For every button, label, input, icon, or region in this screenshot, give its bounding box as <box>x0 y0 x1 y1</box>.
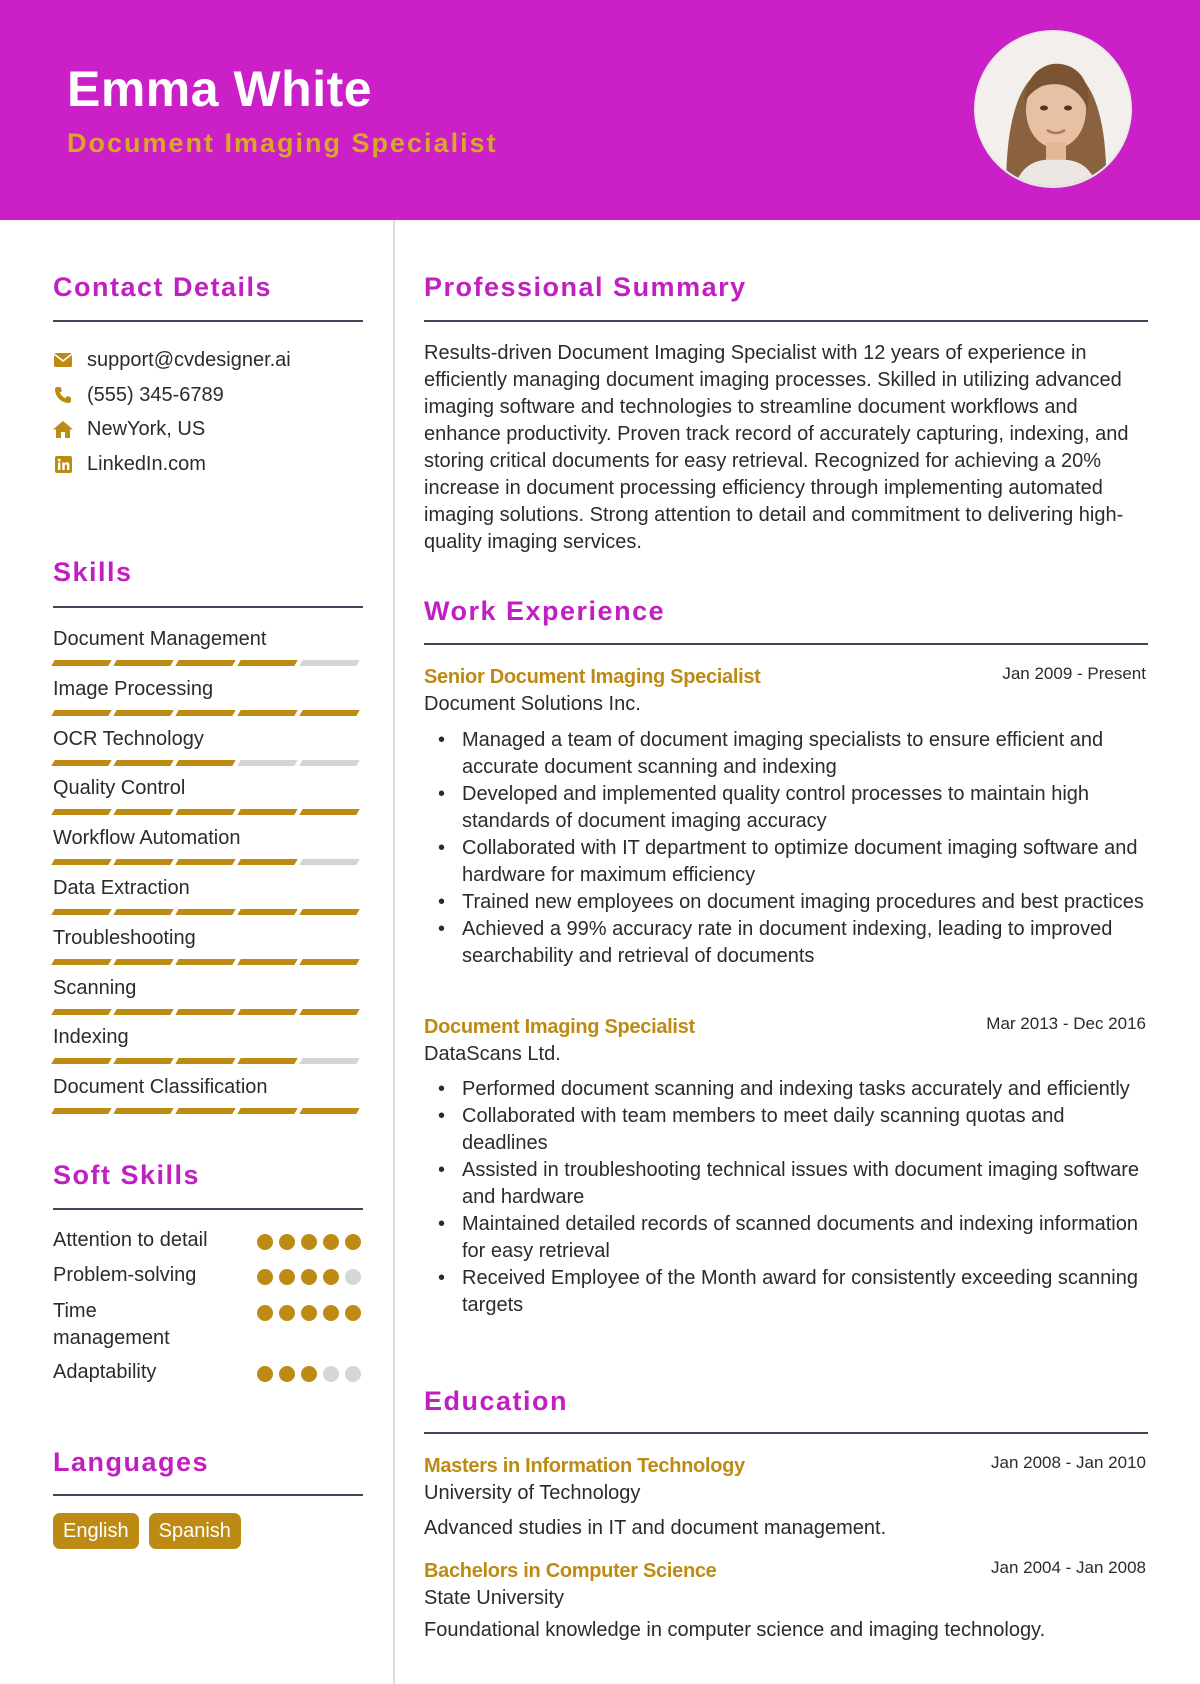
skill-level-segment <box>113 809 173 815</box>
skill-label: Troubleshooting <box>53 927 196 949</box>
degree-dates: Jan 2008 - Jan 2010 <box>990 1453 1146 1472</box>
job-bullet: • Developed and implemented quality control processes to maintain high standards of document imaging accuracy <box>424 781 1152 835</box>
soft-skill-label: Attention to detail <box>53 1229 208 1251</box>
skill-level-segment <box>299 1108 359 1114</box>
skill-level-segment <box>299 959 359 965</box>
skill-level-segment <box>113 1009 173 1015</box>
skill-level-bar <box>53 859 363 865</box>
envelope-icon <box>53 350 73 370</box>
job-bullet: • Collaborated with IT department to optimize document imaging software and hardware for maximum efficiency <box>424 835 1152 889</box>
experience-rule <box>424 643 1148 645</box>
skill-label: Quality Control <box>53 777 186 799</box>
skill-level-segment <box>175 1009 235 1015</box>
rating-dot <box>257 1305 273 1321</box>
skill-level-segment <box>237 760 297 766</box>
skill-label: Document Classification <box>53 1076 268 1098</box>
soft-skill-rating <box>257 1366 361 1382</box>
soft-skills-rule <box>53 1208 363 1210</box>
contact-linkedin-text: LinkedIn.com <box>87 452 206 475</box>
job-bullets <box>424 1076 1152 1319</box>
rating-dot <box>257 1269 273 1285</box>
rating-dot <box>323 1305 339 1321</box>
language-badge: English <box>53 1513 139 1549</box>
soft-skill-item <box>53 1298 363 1352</box>
rating-dot <box>279 1305 295 1321</box>
job-company: DataScans Ltd. <box>424 1043 561 1065</box>
skill-level-segment <box>237 859 297 865</box>
summary-rule <box>424 320 1148 322</box>
degree-dates: Jan 2004 - Jan 2008 <box>990 1558 1146 1577</box>
rating-dot <box>279 1366 295 1382</box>
degree-title: Masters in Information Technology <box>424 1455 745 1477</box>
job-dates: Jan 2009 - Present <box>1002 664 1146 683</box>
skill-level-segment <box>237 660 297 666</box>
skill-level-bar <box>53 760 363 766</box>
soft-skill-rating <box>257 1269 361 1285</box>
rating-dot <box>345 1234 361 1250</box>
skill-level-segment <box>51 760 111 766</box>
skill-level-segment <box>237 710 297 716</box>
rating-dot <box>323 1366 339 1382</box>
skill-level-segment <box>175 660 235 666</box>
rating-dot <box>301 1269 317 1285</box>
job-title: Senior Document Imaging Specialist <box>424 666 761 688</box>
skill-label: OCR Technology <box>53 728 204 750</box>
skill-level-segment <box>113 909 173 915</box>
skill-level-segment <box>237 959 297 965</box>
contact-location <box>53 415 205 443</box>
contact-phone-text: (555) 345-6789 <box>87 383 224 406</box>
skill-level-segment <box>299 760 359 766</box>
rating-dot <box>301 1234 317 1250</box>
soft-skill-label: Problem-solving <box>53 1264 197 1286</box>
degree-description: Advanced studies in IT and document management. <box>424 1517 887 1539</box>
skill-label: Document Management <box>53 628 267 650</box>
contact-phone[interactable] <box>53 381 224 409</box>
job-bullet: • Trained new employees on document imaging procedures and best practices <box>424 889 1152 916</box>
header-banner <box>0 0 1200 220</box>
skill-level-segment <box>237 1009 297 1015</box>
job-bullets <box>424 727 1152 970</box>
column-divider <box>393 220 395 1684</box>
linkedin-icon <box>53 454 73 474</box>
skill-level-segment <box>299 859 359 865</box>
school-name: State University <box>424 1587 565 1609</box>
skill-level-bar <box>53 909 363 915</box>
skill-level-segment <box>237 809 297 815</box>
soft-skill-label: Time management <box>53 1300 170 1349</box>
skill-item <box>53 925 363 965</box>
contact-heading: Contact Details <box>53 272 273 302</box>
skill-level-segment <box>175 909 235 915</box>
job-dates: Mar 2013 - Dec 2016 <box>986 1014 1146 1033</box>
degree-description: Foundational knowledge in computer science and imaging technology. <box>424 1619 1046 1641</box>
skill-level-segment <box>51 710 111 716</box>
skill-level-segment <box>237 1058 297 1064</box>
skill-level-segment <box>175 959 235 965</box>
rating-dot <box>257 1366 273 1382</box>
skill-level-segment <box>299 660 359 666</box>
skill-label: Workflow Automation <box>53 827 241 849</box>
candidate-title: Document Imaging Specialist <box>67 128 498 158</box>
contact-rule <box>53 320 363 322</box>
skill-level-segment <box>299 1009 359 1015</box>
job-bullet: • Performed document scanning and indexing tasks accurately and efficiently <box>424 1076 1152 1103</box>
rating-dot <box>279 1269 295 1285</box>
skill-level-segment <box>299 809 359 815</box>
rating-dot <box>301 1366 317 1382</box>
languages-list <box>53 1513 241 1549</box>
skill-level-segment <box>237 909 297 915</box>
job-bullet: • Assisted in troubleshooting technical issues with document imaging software and hardware <box>424 1157 1152 1211</box>
summary-text: Results-driven Document Imaging Specialist with 12 years of experience in efficiently managing document imaging processes. Skilled in utilizing advanced imaging software and technologies to streamline document workflows and enhance productivity. Proven track record of accurately capturing, indexing, and storing critical documents for easy retrieval. Recognized for achieving a 20% increase in document processing efficiency through implementing automated imaging solutions. Strong attention to detail and commitment to delivering high-quality imaging services. <box>424 342 1129 553</box>
rating-dot <box>345 1305 361 1321</box>
skill-level-bar <box>53 1108 363 1114</box>
language-badge: Spanish <box>149 1513 241 1549</box>
phone-icon <box>53 385 73 405</box>
soft-skill-item <box>53 1227 363 1254</box>
rating-dot <box>323 1269 339 1285</box>
contact-location-text: NewYork, US <box>87 417 206 440</box>
rating-dot <box>257 1234 273 1250</box>
skill-level-bar <box>53 1058 363 1064</box>
job-bullet: • Collaborated with team members to meet daily scanning quotas and deadlines <box>424 1103 1152 1157</box>
rating-dot <box>301 1305 317 1321</box>
skill-level-segment <box>51 1108 111 1114</box>
skill-item <box>53 1024 363 1064</box>
profile-photo-illustration <box>976 32 1132 188</box>
skill-level-segment <box>175 760 235 766</box>
skill-level-segment <box>299 1058 359 1064</box>
skill-level-segment <box>299 710 359 716</box>
skill-item <box>53 726 363 766</box>
languages-rule <box>53 1494 363 1496</box>
skill-level-segment <box>51 660 111 666</box>
skill-level-bar <box>53 660 363 666</box>
skill-level-segment <box>113 760 173 766</box>
candidate-name: Emma White <box>67 61 373 117</box>
skill-level-bar <box>53 959 363 965</box>
skill-item <box>53 775 363 815</box>
skill-level-segment <box>113 859 173 865</box>
degree-title: Bachelors in Computer Science <box>424 1560 717 1582</box>
skill-level-bar <box>53 809 363 815</box>
soft-skills-heading: Soft Skills <box>53 1160 201 1190</box>
skill-item <box>53 676 363 716</box>
rating-dot <box>345 1366 361 1382</box>
skill-level-segment <box>51 859 111 865</box>
job-bullet: • Managed a team of document imaging specialists to ensure efficient and accurate document scanning and indexing <box>424 727 1152 781</box>
languages-heading: Languages <box>53 1447 210 1477</box>
skill-label: Image Processing <box>53 678 214 700</box>
soft-skill-item <box>53 1359 363 1386</box>
skills-rule <box>53 606 363 608</box>
skill-level-segment <box>51 1009 111 1015</box>
skill-level-bar <box>53 710 363 716</box>
rating-dot <box>279 1234 295 1250</box>
skill-item <box>53 1074 363 1114</box>
skill-label: Data Extraction <box>53 877 190 899</box>
job-bullet: • Received Employee of the Month award for consistently exceeding scanning targets <box>424 1265 1152 1319</box>
skill-label: Scanning <box>53 977 137 999</box>
rating-dot <box>345 1269 361 1285</box>
skill-level-segment <box>113 1058 173 1064</box>
experience-heading: Work Experience <box>424 596 666 626</box>
job-title: Document Imaging Specialist <box>424 1016 695 1038</box>
skill-level-segment <box>299 909 359 915</box>
soft-skill-label: Adaptability <box>53 1361 157 1383</box>
skill-level-segment <box>51 909 111 915</box>
skill-level-segment <box>113 959 173 965</box>
skill-item <box>53 975 363 1015</box>
skill-level-segment <box>51 959 111 965</box>
skill-item <box>53 825 363 865</box>
contact-email-text: support@cvdesigner.ai <box>87 348 291 371</box>
skill-level-segment <box>175 710 235 716</box>
contact-email[interactable] <box>53 346 291 374</box>
skill-label: Indexing <box>53 1026 129 1048</box>
skill-level-segment <box>51 809 111 815</box>
rating-dot <box>323 1234 339 1250</box>
education-heading: Education <box>424 1386 569 1416</box>
job-bullet: • Maintained detailed records of scanned documents and indexing information for easy retrieval <box>424 1211 1152 1265</box>
skills-heading: Skills <box>53 557 133 587</box>
skill-level-segment <box>113 710 173 716</box>
skill-item <box>53 875 363 915</box>
skill-level-segment <box>175 1058 235 1064</box>
education-rule <box>424 1432 1148 1434</box>
skill-level-segment <box>175 809 235 815</box>
job-bullet: • Achieved a 99% accuracy rate in document indexing, leading to improved searchability and retrieval of documents <box>424 916 1152 970</box>
job-company: Document Solutions Inc. <box>424 693 641 715</box>
skill-level-segment <box>51 1058 111 1064</box>
skill-level-segment <box>113 1108 173 1114</box>
contact-linkedin[interactable] <box>53 450 206 478</box>
skill-level-segment <box>113 660 173 666</box>
summary-heading: Professional Summary <box>424 272 747 302</box>
skill-item <box>53 626 363 666</box>
soft-skill-rating <box>257 1305 361 1321</box>
skill-level-bar <box>53 1009 363 1015</box>
home-icon <box>53 419 73 439</box>
soft-skill-rating <box>257 1234 361 1250</box>
skill-level-segment <box>175 859 235 865</box>
school-name: University of Technology <box>424 1482 641 1504</box>
skill-level-segment <box>237 1108 297 1114</box>
skill-level-segment <box>175 1108 235 1114</box>
profile-photo <box>974 30 1132 188</box>
soft-skill-item <box>53 1262 363 1289</box>
